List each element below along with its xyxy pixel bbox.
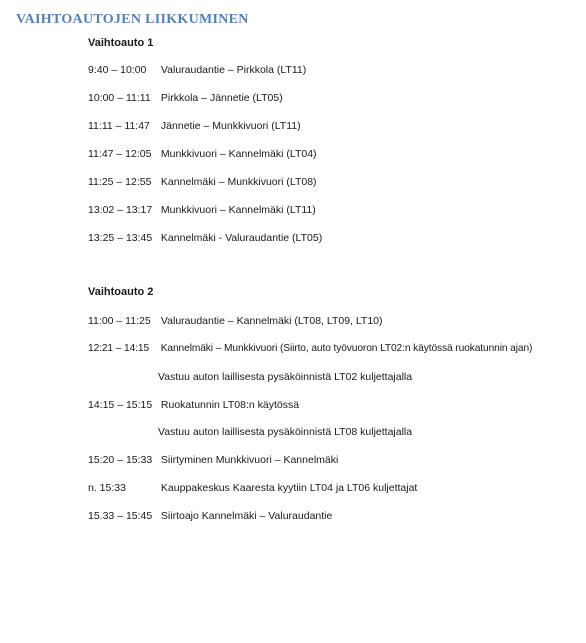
- schedule-description: Jännetie – Munkkivuori (LT11): [160, 120, 301, 132]
- schedule-time: 12:21 – 14:15: [88, 343, 150, 354]
- section-heading-car2: Vaihtoauto 2: [88, 286, 154, 298]
- schedule-time: 10:00 – 11:11: [88, 92, 151, 104]
- schedule-time: 13:02 – 13:17: [88, 204, 153, 216]
- schedule-time: 15.33 – 15:45: [88, 510, 153, 522]
- schedule-row: [88, 481, 417, 495]
- schedule-note: Vastuu auton laillisesta pysäköinnistä LT08 kuljettajalla: [158, 426, 413, 438]
- schedule-row: [88, 91, 283, 105]
- schedule-time: 11:00 – 11:25: [88, 315, 151, 327]
- schedule-row: [88, 342, 532, 356]
- schedule-time: 9:40 – 10:00: [88, 64, 147, 76]
- schedule-row: [88, 231, 322, 245]
- schedule-row: [88, 175, 317, 189]
- schedule-time: 11:11 – 11:47: [88, 120, 150, 132]
- schedule-time: 11:25 – 12:55: [88, 176, 152, 188]
- schedule-description: Pirkkola – Jännetie (LT05): [160, 92, 283, 104]
- schedule-row: [88, 63, 306, 77]
- schedule-time: 11:47 – 12:05: [88, 148, 152, 160]
- schedule-description: Valuraudantie – Kannelmäki (LT08, LT09, LT10): [160, 315, 383, 327]
- schedule-row: [88, 398, 299, 412]
- schedule-description: Kannelmäki - Valuraudantie (LT05): [160, 232, 323, 244]
- schedule-description: Valuraudantie – Pirkkola (LT11): [160, 64, 307, 76]
- schedule-time: 13:25 – 13:45: [88, 232, 153, 244]
- schedule-description: Munkkivuori – Kannelmäki (LT11): [160, 204, 316, 216]
- schedule-description: Ruokatunnin LT08:n käytössä: [160, 399, 300, 411]
- schedule-row: [88, 453, 338, 467]
- schedule-description: Siirtyminen Munkkivuori – Kannelmäki: [160, 454, 339, 466]
- section-heading-car1: Vaihtoauto 1: [88, 37, 154, 49]
- schedule-row: [88, 147, 317, 161]
- document-title: VAIHTOAUTOJEN LIIKKUMINEN: [16, 12, 249, 27]
- schedule-row: [88, 203, 316, 217]
- schedule-time: 15:20 – 15:33: [88, 454, 153, 466]
- schedule-description: Siirtoajo Kannelmäki – Valuraudantie: [160, 510, 333, 522]
- schedule-description: Kauppakeskus Kaaresta kyytiin LT04 ja LT06 kuljettajat: [160, 482, 418, 494]
- schedule-description: Kannelmäki – Munkkivuori (Siirto, auto työvuoron LT02:n käytössä ruokatunnin ajan): [160, 343, 533, 354]
- schedule-note: Vastuu auton laillisesta pysäköinnistä LT02 kuljettajalla: [158, 371, 413, 383]
- schedule-time: 14:15 – 15:15: [88, 399, 153, 411]
- schedule-row: [88, 119, 301, 133]
- schedule-row: [88, 314, 383, 328]
- schedule-time: n. 15:33: [88, 482, 126, 494]
- schedule-description: Kannelmäki – Munkkivuori (LT08): [160, 176, 317, 188]
- schedule-description: Munkkivuori – Kannelmäki (LT04): [160, 148, 317, 160]
- schedule-row: [88, 509, 332, 523]
